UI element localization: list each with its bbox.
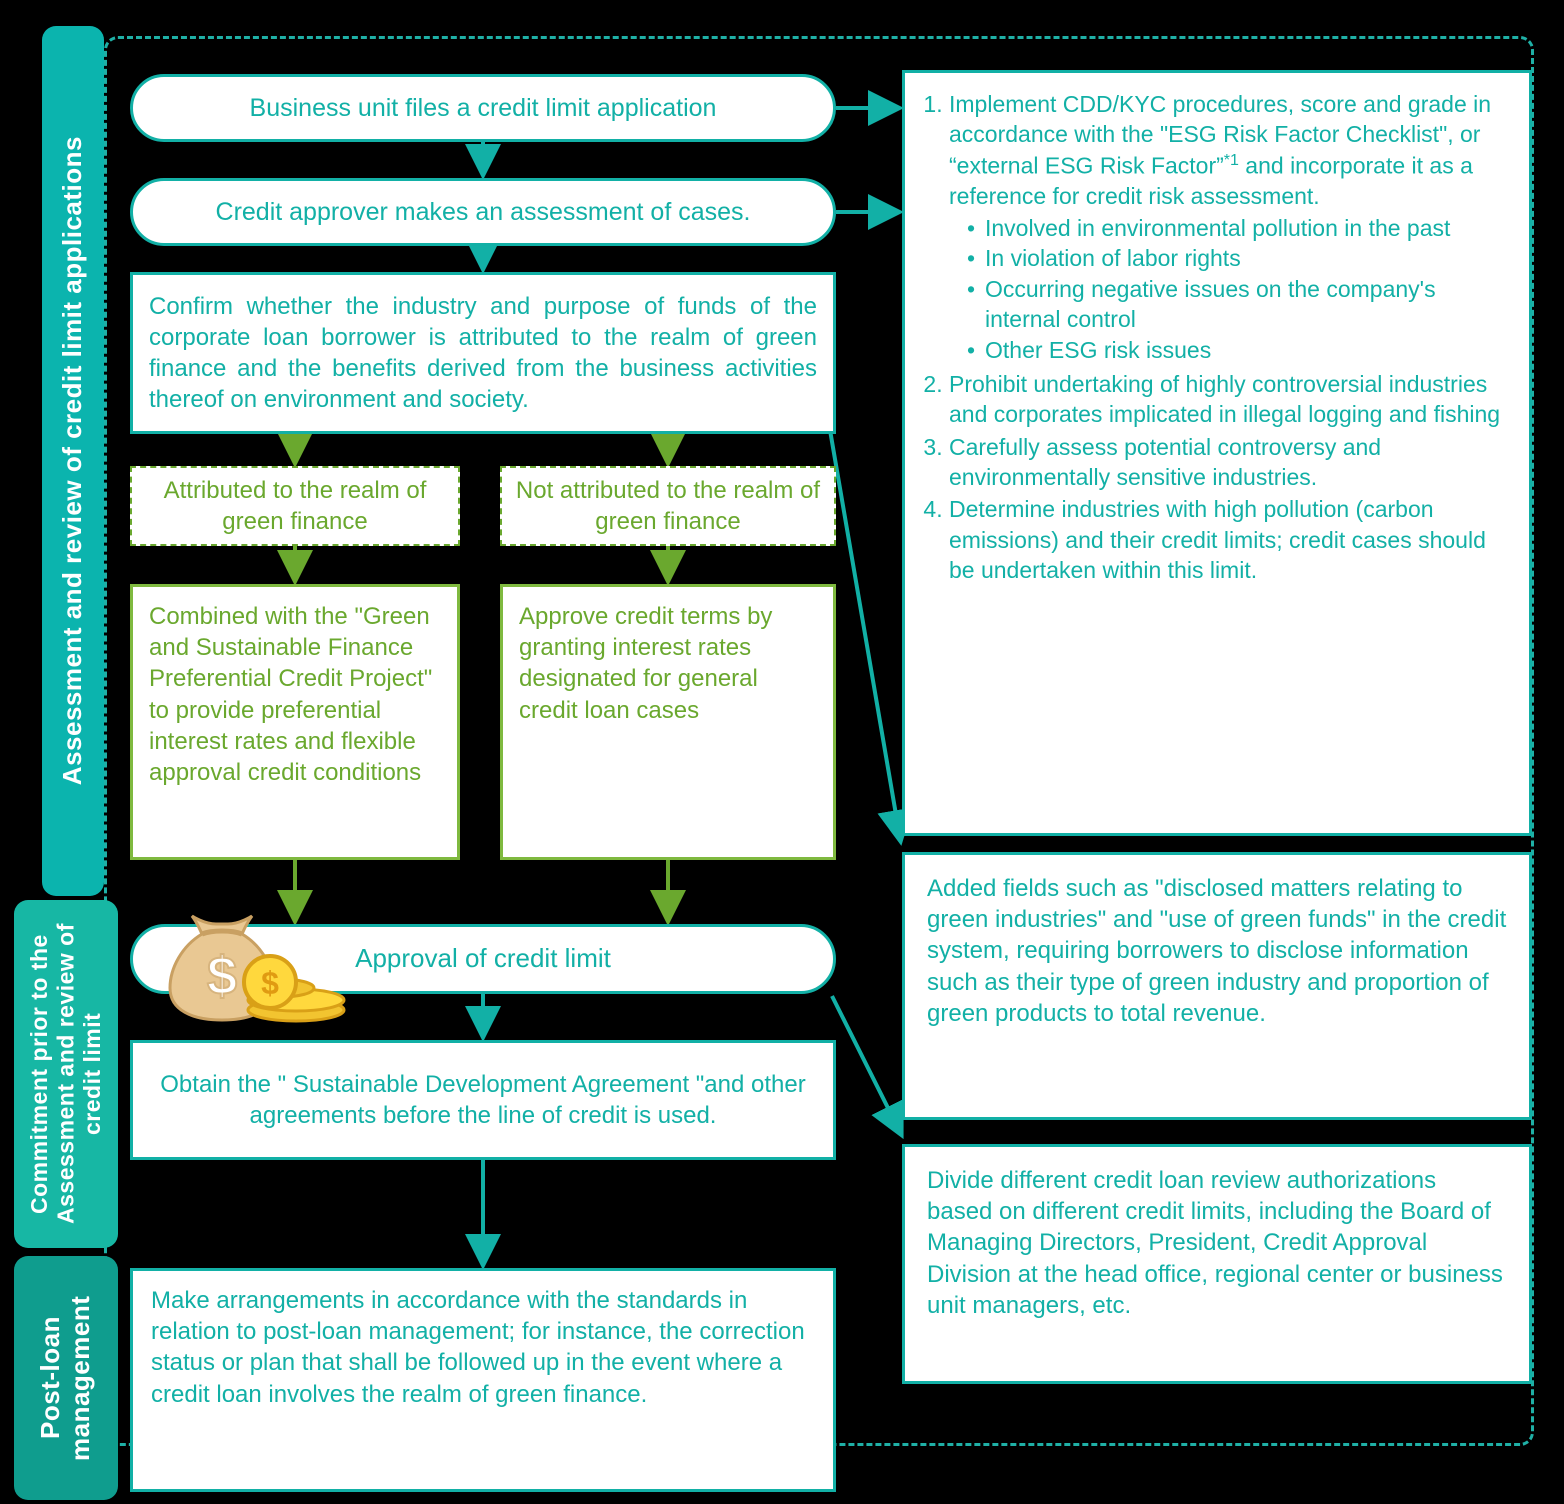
svg-text:$: $ [261, 965, 279, 1001]
node-approve-general-credit-terms[interactable] [500, 584, 836, 860]
node-apply-label: Business unit files a credit limit application [249, 93, 717, 122]
node-business-unit-files-application[interactable] [130, 74, 836, 142]
band-assessment-label: Assessment and review of credit limit applications [57, 136, 88, 786]
node-combined-label: Combined with the "Green and Sustainable Finance Preferential Credit Project" to provide preferential interest rates and flexible approval credit conditions [149, 603, 433, 786]
node-post-loan-arrangements[interactable] [130, 1268, 836, 1492]
band-postloan-label: Post-loan management [35, 1295, 95, 1461]
band-commitment-label: Commitment prior to the Assessment and review of credit limit [26, 923, 106, 1225]
svg-text:$: $ [206, 946, 238, 1006]
node-attributed-label: Attributed to the realm of green finance [163, 476, 427, 535]
panel-added-fields-text: Added fields such as "disclosed matters relating to green industries" and "use of green funds" in the credit system, requiring borrowers to disclose information such as their type of green industry and proportion of green products to total revenue. [927, 875, 1507, 1027]
band-post-loan-management [14, 1256, 118, 1500]
esg-step-1 [949, 89, 1515, 365]
esg-step-2: 2. Prohibit undertaking of highly controversial industries and corporates implicated in illegal logging and fishing [949, 369, 1515, 430]
esg-step-1-tail: and incorporate it as a reference for credit risk assessment. [949, 152, 1473, 209]
node-postloan-label: Make arrangements in accordance with the standards in relation to post-loan management; for instance, the correction status or plan that shall be followed up in the event where a credit loan involves the realm of green finance. [151, 1287, 805, 1408]
esg-step-4: 4. Determine industries with high pollution (carbon emissions) and their credit limits; credit cases should be undertaken within this limit. [949, 494, 1515, 585]
panel-review-authorizations-text: Divide different credit loan review authorizations based on different credit limits, including the Board of Managing Directors, President, Credit Approval Division at the head office, regional center or business unit managers, etc. [927, 1167, 1503, 1319]
node-credit-approver-assessment[interactable] [130, 178, 836, 246]
esg-step-1-text: Implement CDD/KYC procedures, score and grade in accordance with the "ESG Risk Factor Checklist", or “external ESG Risk Factor” [949, 91, 1492, 179]
esg-bullet-1: • Involved in environmental pollution in the past [965, 213, 1515, 243]
esg-step-1-footnote: *1 [1223, 151, 1239, 169]
esg-bullets [949, 213, 1515, 365]
node-approve-terms-label: Approve credit terms by granting interest rates designated for general credit loan cases [519, 603, 773, 724]
esg-steps-list [919, 89, 1515, 587]
panel-esg-risk-procedures[interactable] [902, 70, 1532, 836]
panel-added-credit-system-fields[interactable] [902, 852, 1532, 1120]
node-approval-label: Approval of credit limit [355, 943, 611, 974]
money-bag-icon [146, 890, 356, 1030]
node-confirm-green-finance[interactable] [130, 272, 836, 434]
esg-bullet-3: • Occurring negative issues on the company's internal control [965, 274, 1515, 335]
node-not-attributed-label: Not attributed to the realm of green finance [515, 476, 821, 535]
node-not-attributed-green-finance[interactable] [500, 466, 836, 546]
band-assessment-review [42, 26, 104, 896]
node-sda-label: Obtain the " Sustainable Development Agreement "and other agreements before the line of credit is used. [160, 1070, 806, 1129]
esg-bullet-4: • Other ESG risk issues [965, 335, 1515, 365]
node-confirm-label: Confirm whether the industry and purpose of funds of the corporate loan borrower is attributed to the realm of green finance and the benefits derived from the business activities thereof on environment and society. [149, 292, 817, 414]
panel-review-authorizations[interactable] [902, 1144, 1532, 1384]
esg-bullet-2: • In violation of labor rights [965, 243, 1515, 273]
node-combined-preferential-credit[interactable] [130, 584, 460, 860]
node-assess-label: Credit approver makes an assessment of cases. [215, 197, 751, 226]
node-attributed-green-finance[interactable] [130, 466, 460, 546]
node-sustainable-development-agreement[interactable] [130, 1040, 836, 1160]
band-commitment [14, 900, 118, 1248]
esg-step-3: 3. Carefully assess potential controversy and environmentally sensitive industries. [949, 432, 1515, 493]
